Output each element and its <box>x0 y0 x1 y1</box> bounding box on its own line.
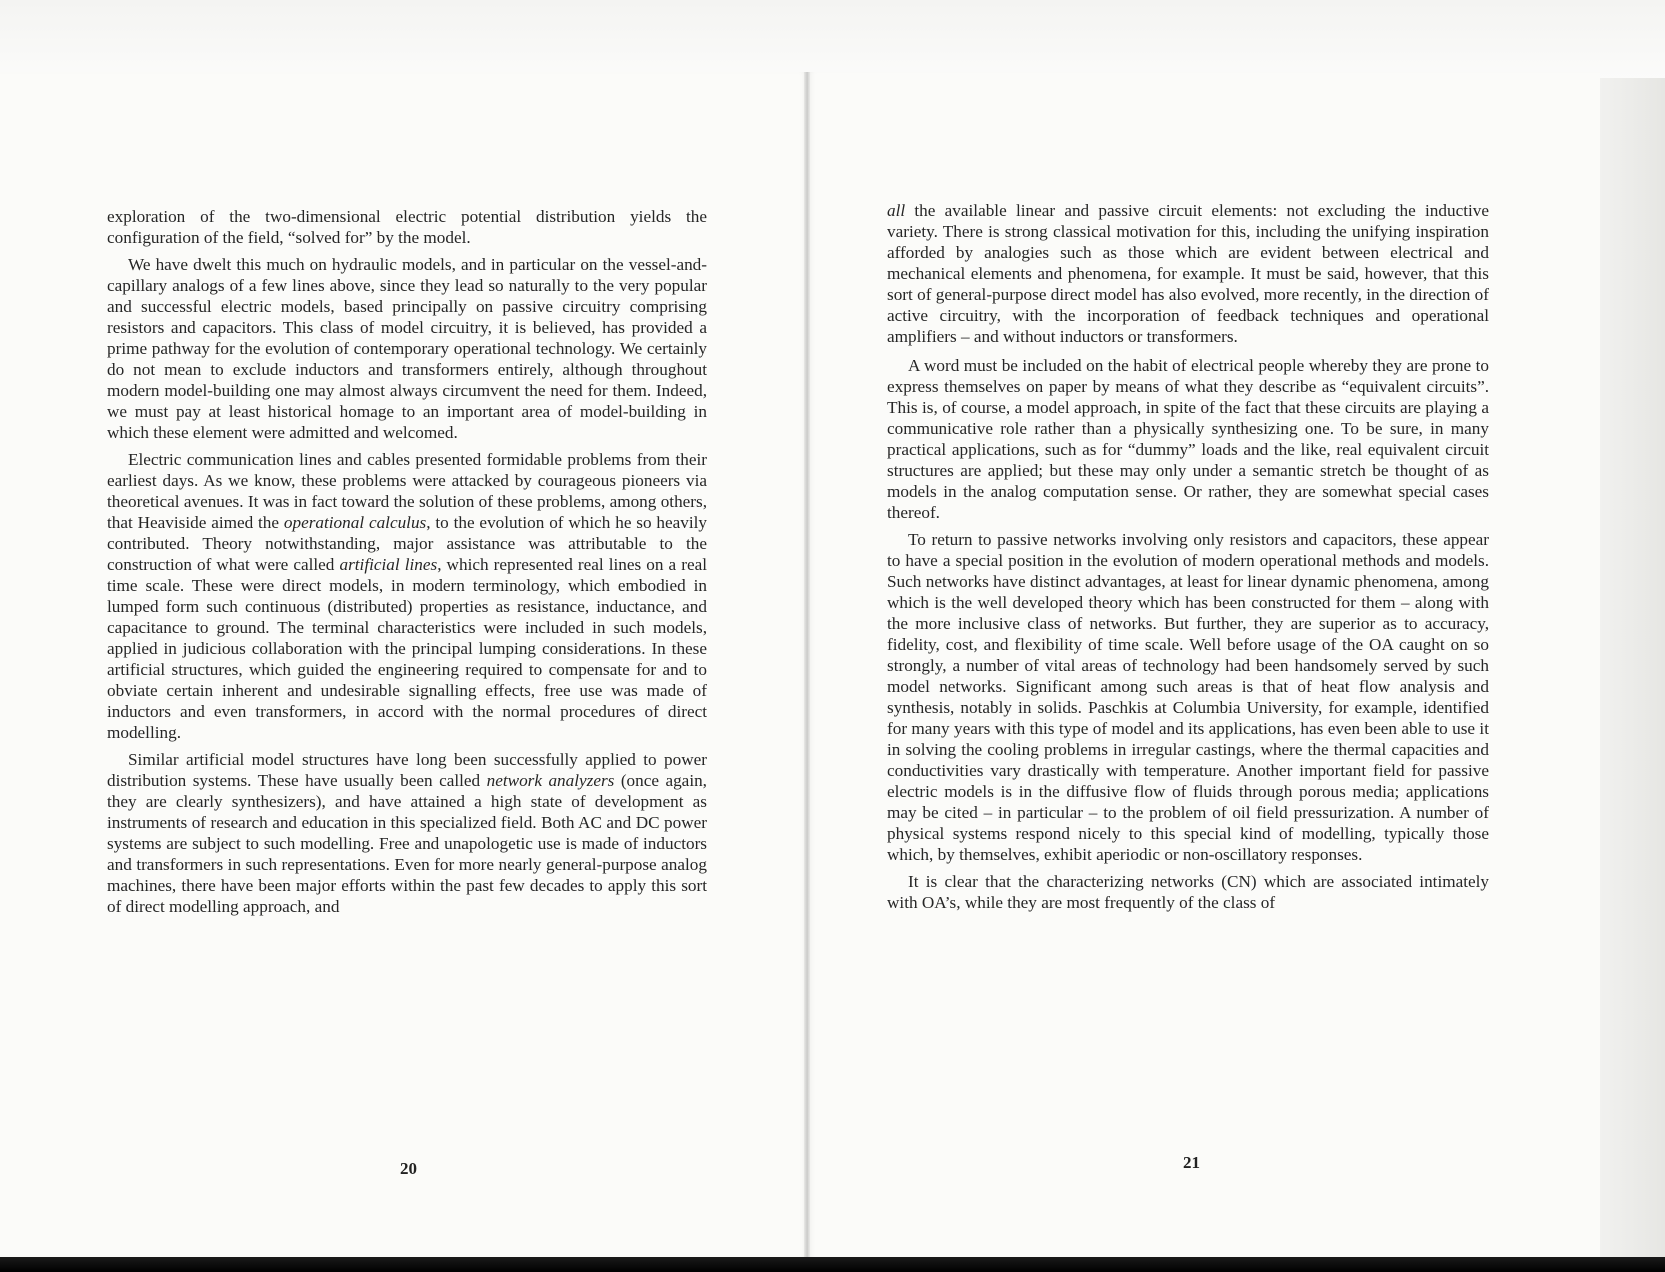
scan-background-top <box>0 0 1665 80</box>
paragraph: We have dwelt this much on hydraulic models, and in particular on the vessel-and-capillary analogs of a few lines above, since they lead so naturally to the very popular and successful electric models, based principally on passive circuitry comprising resistors and capacitors. This class of model circuitry, it is believed, has provided a prime pathway for the evolution of contemporary operational technology. We certainly do not mean to exclude inductors and transformers entirely, although throughout modern model-building one may almost always circumvent the need for them. Indeed, we must pay at least historical homage to an important area of model-building in which these element were admitted and welcomed. <box>107 255 707 442</box>
italic-term: network analyzers <box>486 771 615 790</box>
page-number-right: 21 <box>1183 1153 1200 1172</box>
italic-term: artificial lines <box>339 555 438 574</box>
left-page-text <box>107 206 707 917</box>
italic-term: operational calculus <box>283 513 427 532</box>
book-spine <box>804 72 810 1257</box>
paragraph: all the available linear and passive circuit elements: not excluding the inductive variety. There is strong classical motivation for this, including the unifying inspiration afforded by analogies such as those which are evident between electrical and mechanical elements and phenomena, for example. It must be said, however, that this sort of general-purpose direct model has also evolved, more recently, in the direction of active circuitry, with the incorporation of feedback techniques and operational amplifiers – and without inductors or transformers. <box>887 201 1489 346</box>
paragraph: To return to passive networks involving only resistors and capacitors, these appear to have a special position in the evolution of modern operational methods and models. Such networks have distinct advantages, at least for linear dynamic phenomena, among which is the well developed theory which has been constructed for them – along with the more inclusive class of networks. But further, they are superior as to accuracy, fidelity, cost, and flexibility of time scale. Well before usage of the OA caught on so strongly, a number of vital areas of technology had been handsomely served by such model networks. Significant among such areas is that of heat flow analysis and synthesis, notably in solids. Paschkis at Columbia University, for example, identified for many years with this type of model and its applications, has even been able to use it in solving the cooling problems in irregular castings, where the thermal capacities and conductivities vary drastically with temperature. Another important field for passive electric models is in the diffusive flow of fluids through porous media; applications may be cited – in particular – to the problem of oil field pressurization. A number of physical systems respond nicely to this special kind of modelling, typically those which, by themselves, exhibit aperiodic or non-oscillatory responses. <box>887 530 1489 864</box>
scan-bottom-edge <box>0 1257 1665 1272</box>
paragraph: exploration of the two-dimensional electric potential distribution yields the configuration of the field, “solved for” by the model. <box>107 207 707 247</box>
scan-page-edge <box>1600 78 1665 1258</box>
paragraph: Electric communication lines and cables presented formidable problems from their earliest days. As we know, these problems were attacked by courageous pioneers via theoretical avenues. It was in fact toward the solution of these problems, among others, that Heaviside aimed the operational calculus, to the evolution of which he so heavily contributed. Theory notwithstanding, major assistance was attributable to the construction of what were called artificial lines, which represented real lines on a real time scale. These were direct models, in modern terminology, which embodied in lumped form such continuous (distributed) properties as resistance, inductance, and capacitance to ground. The terminal characteristics were included in such models, applied in judicious collaboration with the principal lumping considerations. In these artificial structures, which guided the engineering required to compensate for and to obviate certain inherent and undesirable signalling effects, free use was made of inductors and even transformers, in accord with the normal procedures of direct modelling. <box>107 450 708 742</box>
right-page-text <box>887 200 1489 913</box>
italic-term: all <box>887 201 906 220</box>
paragraph: Similar artificial model structures have long been successfully applied to power distribution systems. These have usually been called network analyzers (once again, they are clearly synthesizers), and have attained a high state of development as instruments of research and education in this specialized field. Both AC and DC power systems are subject to such modelling. Free and unapologetic use is made of inductors and transformers in such representations. Even for more nearly general-purpose analog machines, there have been major efforts within the past few decades to apply this sort of direct modelling approach, and <box>107 750 707 916</box>
page-number-left: 20 <box>400 1159 417 1178</box>
paragraph: A word must be included on the habit of electrical people whereby they are prone to express themselves on paper by means of what they describe as “equivalent circuits”. This is, of course, a model approach, in spite of the fact that these circuits are playing a communicative role rather than a physically synthesizing one. To be sure, in many practical applications, such as for “dummy” loads and the like, real equivalent circuit structures are applied; but these may only under a semantic stretch be thought of as models in the analog computation sense. Or rather, they are somewhat special cases thereof. <box>887 356 1489 522</box>
paragraph: It is clear that the characterizing networks (CN) which are associated intimately with OA’s, while they are most frequently of the class of <box>887 872 1489 912</box>
